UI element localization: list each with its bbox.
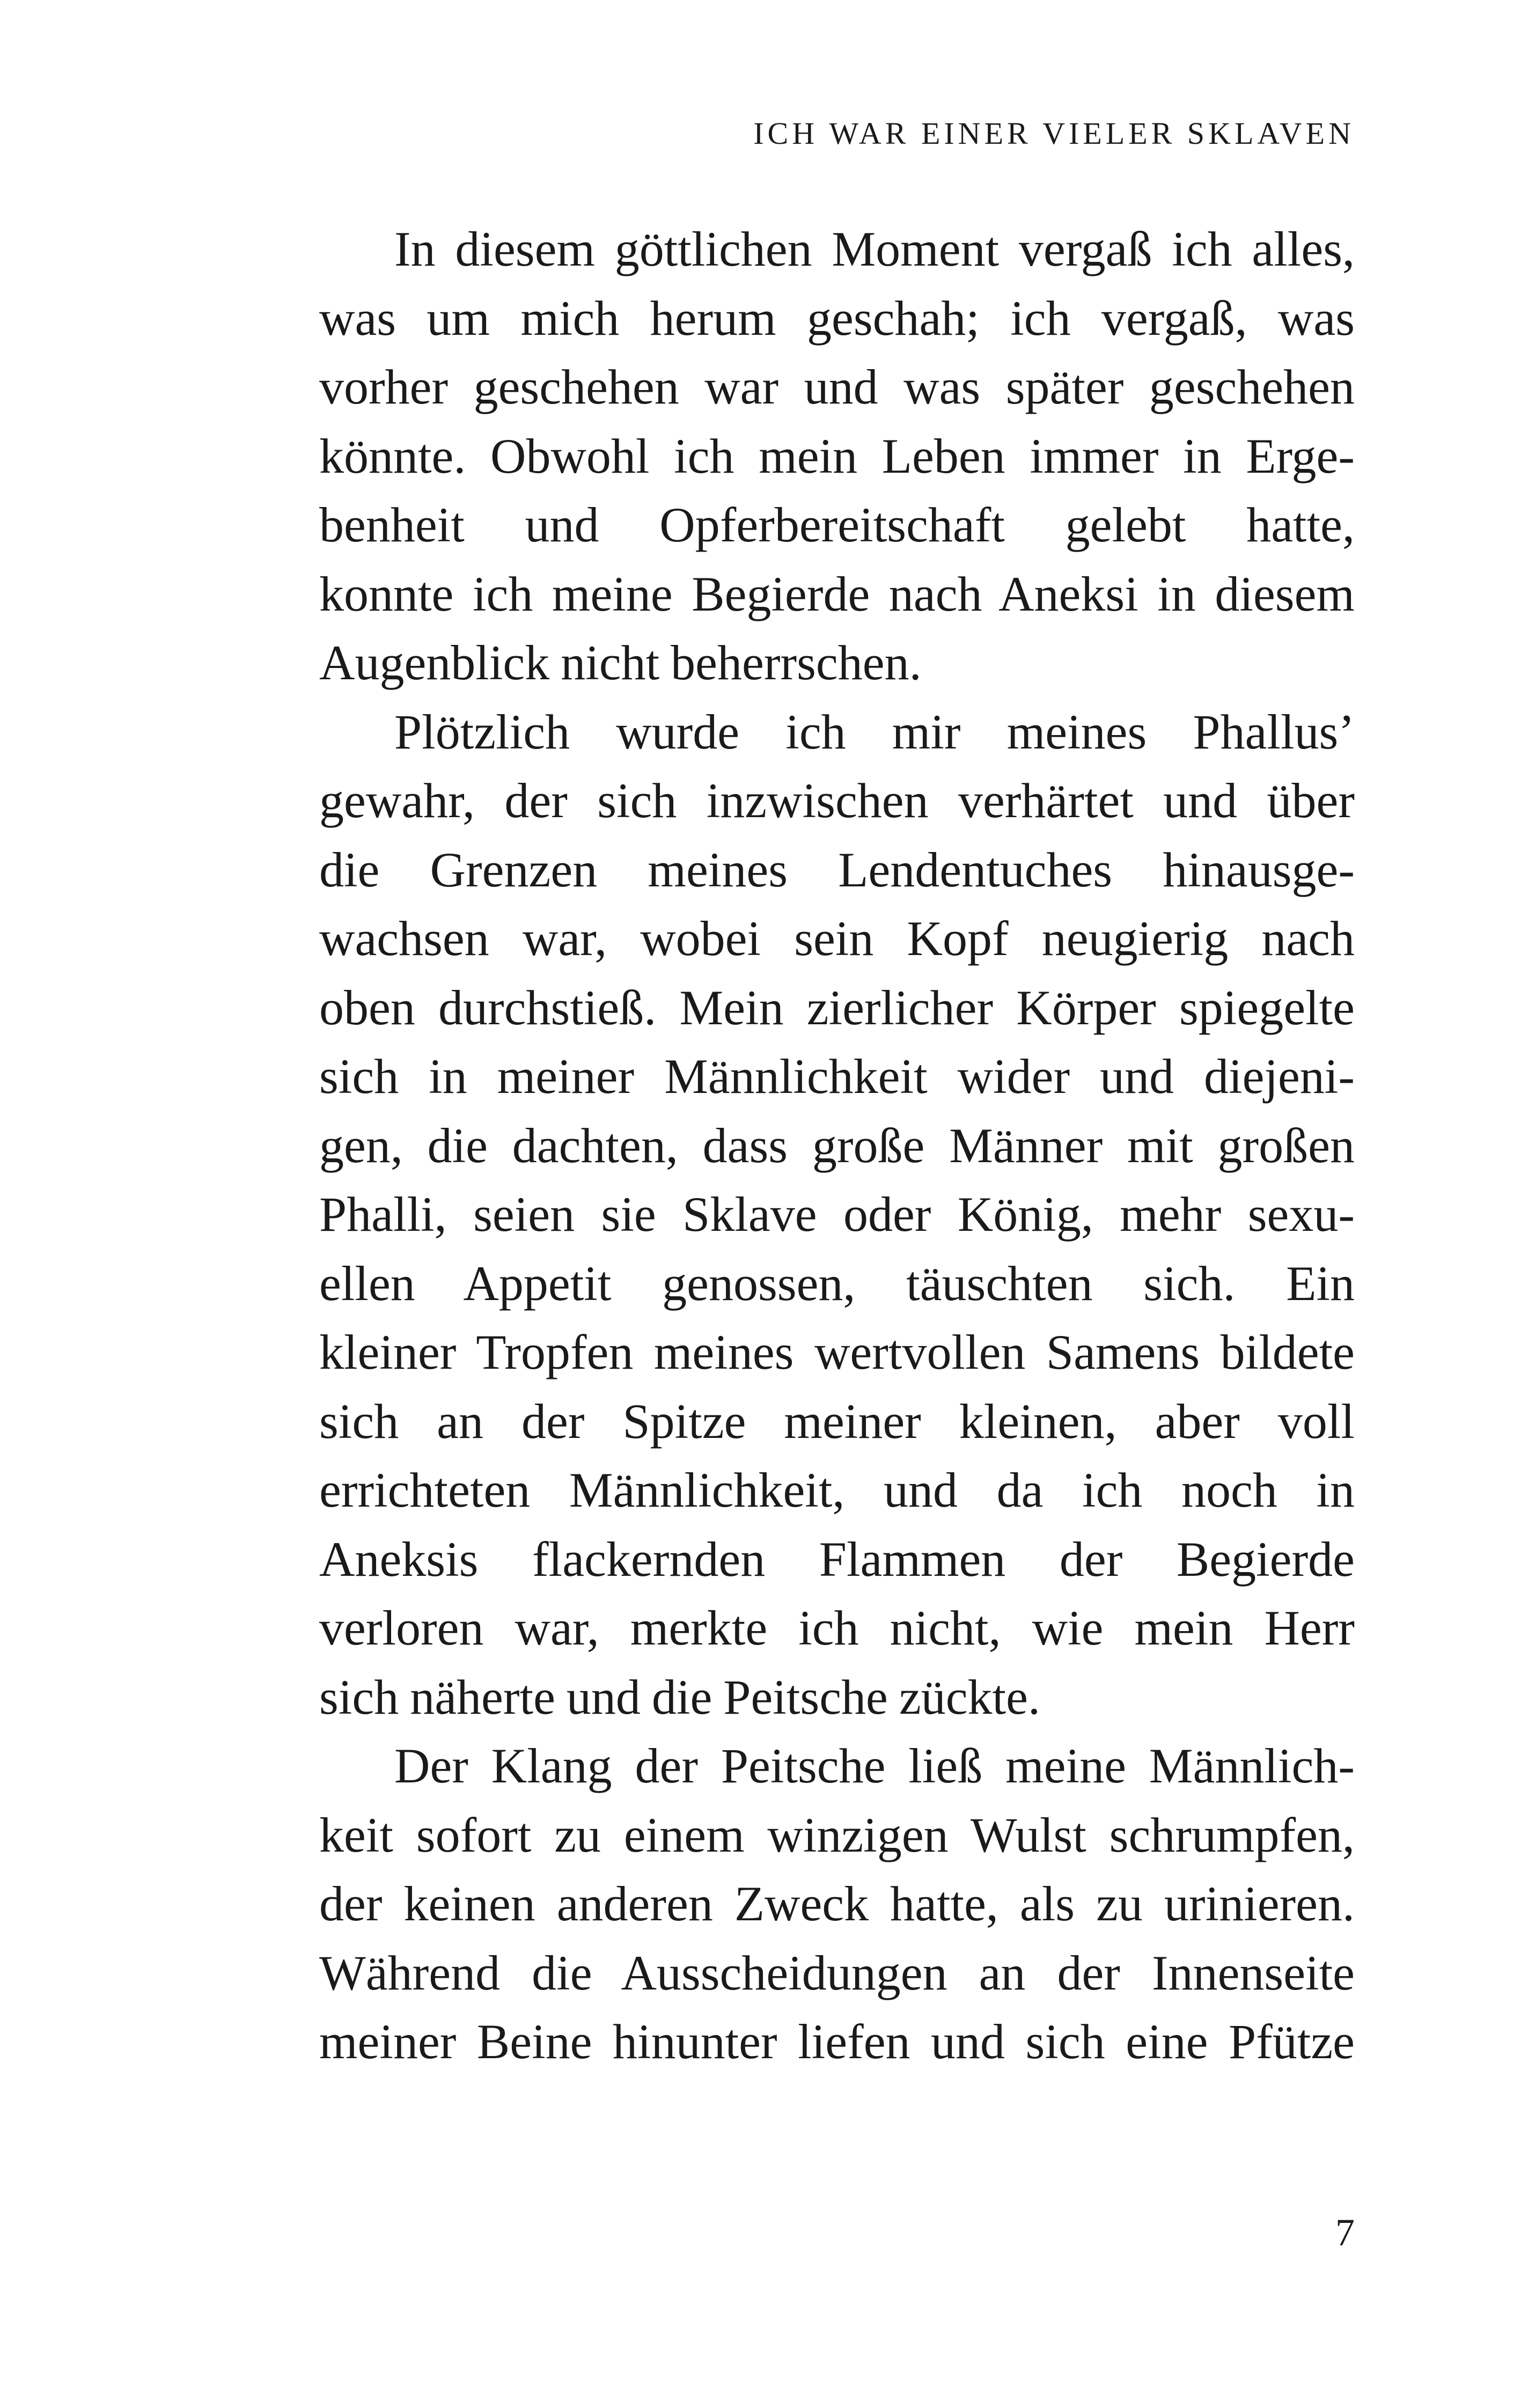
paragraph-1-line-4: könnte. Obwohl ich mein Leben immer in Erge-	[319, 428, 1355, 483]
paragraph-2-line-1: Plötzlich wurde ich mir meines Phallus’	[394, 704, 1355, 759]
paragraph-2-line-11: sich an der Spitze meiner kleinen, aber voll	[319, 1393, 1355, 1449]
paragraph-2-line-3: die Grenzen meines Lendentuches hinausge-	[319, 842, 1355, 897]
paragraph-1-line-1: In diesem göttlichen Moment vergaß ich alles,	[394, 222, 1355, 276]
paragraph-1-line-7: Augenblick nicht beherrschen.	[319, 635, 922, 690]
paragraph-2-line-15: sich näherte und die Peitsche zückte.	[319, 1669, 1040, 1724]
paragraph-2-line-12: errichteten Männlichkeit, und da ich noch in	[319, 1463, 1355, 1517]
paragraph-1-line-2: was um mich herum geschah; ich vergaß, was	[319, 290, 1355, 346]
paragraph-1-line-6: konnte ich meine Begierde nach Aneksi in diesem	[319, 566, 1355, 621]
paragraph-2-line-7: gen, die dachten, dass große Männer mit großen	[319, 1118, 1355, 1173]
page-number: 7	[1335, 2211, 1355, 2254]
paragraph-3-line-4: Während die Ausscheidungen an der Innenseite	[319, 1945, 1355, 2000]
paragraph-2-line-10: kleiner Tropfen meines wertvollen Samens bildete	[319, 1325, 1355, 1379]
paragraph-3-line-3: der keinen anderen Zweck hatte, als zu urinieren.	[319, 1876, 1355, 1931]
paragraph-2-line-9: ellen Appetit genossen, täuschten sich. Ein	[319, 1256, 1355, 1311]
paragraph-3-line-2: keit sofort zu einem winzigen Wulst schrumpfen,	[319, 1807, 1355, 1862]
paragraph-2-line-4: wachsen war, wobei sein Kopf neugierig nach	[319, 911, 1355, 966]
paragraph-3-line-5: meiner Beine hinunter liefen und sich eine Pfütze	[319, 2014, 1355, 2069]
paragraph-2-line-13: Aneksis flackernden Flammen der Begierde	[319, 1531, 1355, 1587]
running-head: ICH WAR EINER VIELER SKLAVEN	[753, 116, 1355, 151]
paragraph-2-line-8: Phalli, seien sie Sklave oder König, mehr sexu-	[319, 1187, 1355, 1242]
body-text	[319, 215, 1355, 2076]
paragraph-1-line-5: benheit und Opferbereitschaft gelebt hatte,	[319, 497, 1355, 552]
paragraph-2-line-5: oben durchstieß. Mein zierlicher Körper spiegelte	[319, 980, 1355, 1035]
paragraph-2-line-6: sich in meiner Männlichkeit wider und diejeni-	[319, 1049, 1355, 1104]
paragraph-3-line-1: Der Klang der Peitsche ließ meine Männlich-	[394, 1738, 1355, 1793]
paragraph-2-line-14: verloren war, merkte ich nicht, wie mein Herr	[319, 1601, 1355, 1655]
paragraph-2-line-2: gewahr, der sich inzwischen verhärtet und über	[319, 773, 1355, 828]
paragraph-1-line-3: vorher geschehen war und was später geschehen	[319, 359, 1355, 414]
